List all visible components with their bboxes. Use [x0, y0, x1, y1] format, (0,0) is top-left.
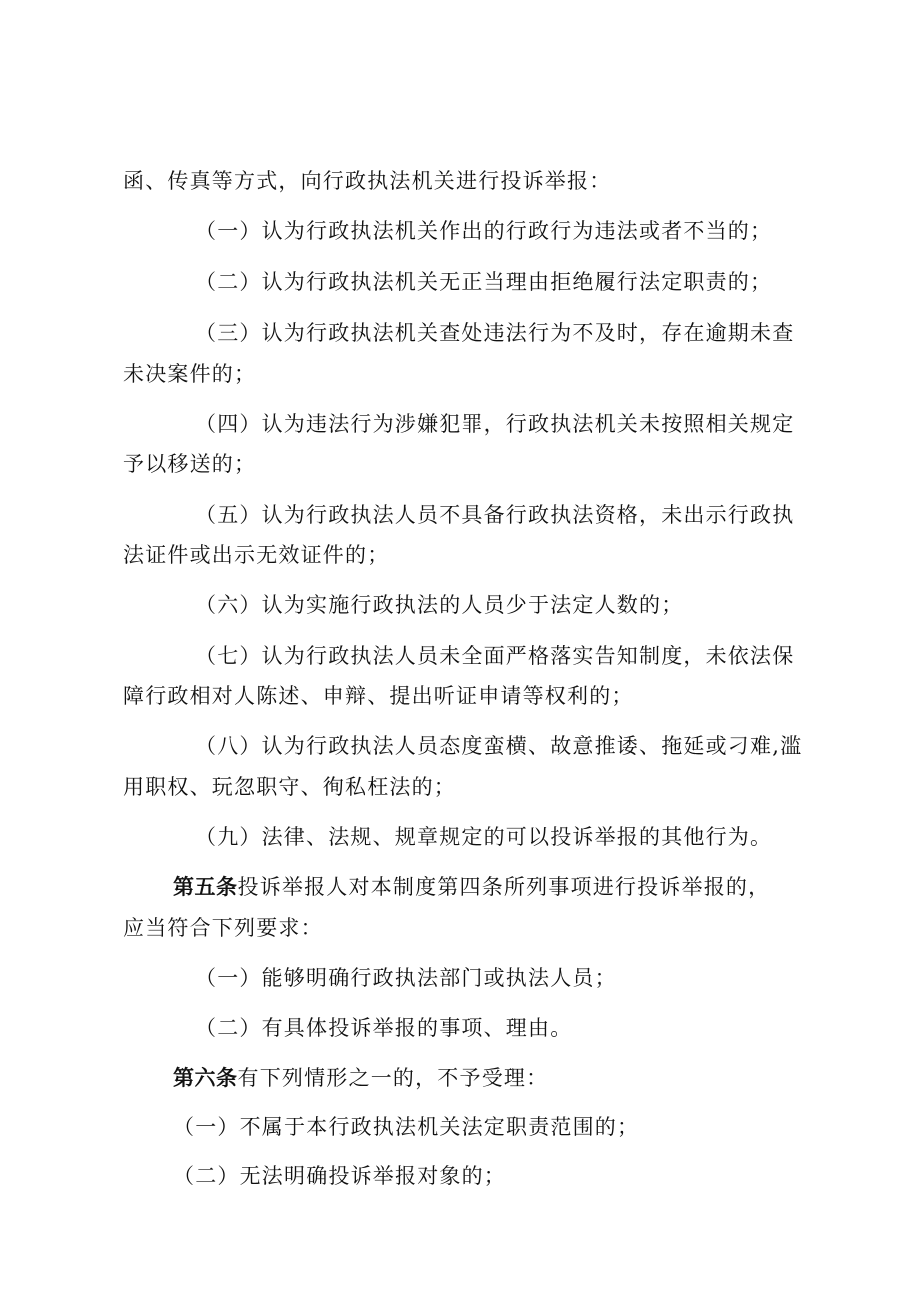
list-item-continuation: 予以移送的；: [123, 452, 257, 476]
list-item: （五）认为行政执法人员不具备行政执法资格，未出示行政执: [195, 503, 795, 527]
list-item: （九）法律、法规、规章规定的可以投诉举报的其他行为。: [195, 825, 773, 849]
list-item: （六）认为实施行政执法的人员少于法定人数的；: [195, 593, 684, 617]
article-6: 第六条有下列情形之一的，不予受理：: [173, 1065, 549, 1090]
list-item-continuation: 未决案件的；: [123, 362, 257, 386]
list-item: （一）不属于本行政执法机关法定职责范围的；: [173, 1115, 640, 1139]
list-item: （一）认为行政执法机关作出的行政行为违法或者不当的；: [195, 219, 773, 243]
list-item: （七）认为行政执法人员未全面严格落实告知制度，未依法保: [195, 644, 795, 668]
list-item: （二）无法明确投诉举报对象的；: [173, 1164, 506, 1188]
list-item: （二）认为行政执法机关无正当理由拒绝履行法定职责的；: [195, 270, 773, 294]
list-item: （八）认为行政执法人员态度蛮横、故意推诿、拖延或刁难,滥: [195, 734, 803, 758]
article-heading: 第五条: [173, 874, 238, 899]
article-5: 第五条投诉举报人对本制度第四条所列事项进行投诉举报的，: [173, 874, 771, 899]
list-item: （四）认为违法行为涉嫌犯罪，行政执法机关未按照相关规定: [195, 412, 795, 436]
list-item-continuation: 法证件或出示无效证件的；: [123, 543, 390, 567]
article-heading: 第六条: [173, 1065, 238, 1090]
list-item: （二）有具体投诉举报的事项、理由。: [195, 1016, 573, 1040]
list-item: （一）能够明确行政执法部门或执法人员；: [195, 966, 617, 990]
list-item: （三）认为行政执法机关查处违法行为不及时，存在逾期未查: [195, 321, 795, 345]
list-item-continuation: 用职权、玩忽职守、徇私枉法的；: [123, 775, 456, 799]
paragraph-line: 应当符合下列要求：: [123, 916, 323, 940]
list-item-continuation: 障行政相对人陈述、申辩、提出听证申请等权利的；: [123, 684, 634, 708]
paragraph-line: 函、传真等方式，向行政执法机关进行投诉举报：: [123, 169, 612, 193]
